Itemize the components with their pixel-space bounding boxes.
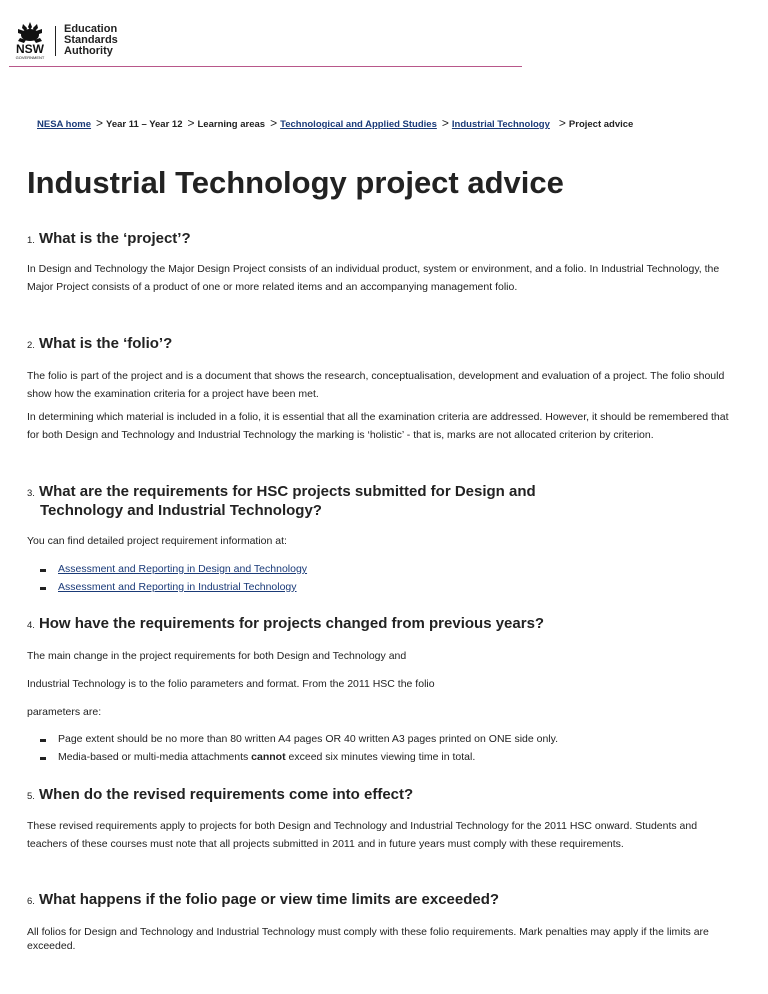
paragraph: In Design and Technology the Major Design Project consists of an individual product, system or environment, and a folio. In Industrial Technology, the Major Project consists of a product of one or more related items and an accompanying management folio. [27,263,720,293]
header-divider [9,66,522,67]
breadcrumb-separator: > [187,116,195,130]
section-heading [27,786,413,805]
breadcrumb-separator: > [441,116,449,130]
section-title: What is the ‘project’? [38,230,191,247]
section-title-line: Technology and Industrial Technology? [40,502,322,519]
section-number: 1. [27,235,35,246]
list-item [40,561,307,579]
breadcrumb-current: Project advice [568,119,634,130]
breadcrumb-link-tas[interactable]: Technological and Applied Studies [280,119,437,130]
section-title: What is the ‘folio’? [38,335,173,352]
link-list [40,561,307,596]
page-title: Industrial Technology project advice [27,165,564,200]
authority-line: Authority [64,45,113,57]
section-number: 2. [27,340,35,351]
paragraph: These revised requirements apply to projects for both Design and Technology and Industrial Technology for the 2011 HSC onward. Students and teachers of these courses must note that all projects submitted in 2011 and in future years must comply with these requirements. [27,820,698,850]
list-item [40,579,307,597]
section-title: When do the revised requirements come into effect? [38,786,414,803]
breadcrumb [37,117,737,131]
government-wordmark: GOVERNMENT [15,55,45,60]
paragraph: All folios for Design and Technology and Industrial Technology must comply with these folio requirements. Mark penalties may apply if the limits are exceeded. [27,926,709,952]
section-heading [27,230,191,249]
text-run: exceed six minutes viewing time in total. [285,750,476,763]
section-heading [27,335,172,354]
paragraph: In determining which material is included in a folio, it is essential that all the examination criteria are addressed. However, it should be remembered that for both Design and Technology and Industrial Technology the marking is ‘holistic’ - that is, marks are not allocated criterion by criterion. [27,411,729,441]
breadcrumb-item-learning-areas: Learning areas [197,119,266,130]
authority-name [64,24,118,57]
breadcrumb-item-year: Year 11 – Year 12 [106,119,183,130]
list-item: Page extent should be no more than 80 written A4 pages OR 40 written A3 pages printed on ONE side only. [40,731,558,749]
paragraph: parameters are: [27,706,102,718]
authority-line: Standards [64,34,118,46]
logo-divider [55,26,56,56]
section-heading [27,483,536,519]
nsw-government-logo[interactable] [13,21,47,60]
bullet-list [40,731,558,766]
section-number: 6. [27,896,35,907]
section-heading [27,891,499,910]
breadcrumb-separator: > [558,116,566,130]
breadcrumb-separator: > [270,116,278,130]
site-header [13,21,118,60]
paragraph: Industrial Technology is to the folio parameters and format. From the 2011 HSC the folio [27,678,435,690]
paragraph: The main change in the project requirements for both Design and Technology and [27,650,407,662]
section-heading [27,615,544,634]
emphasis-text: cannot [251,750,286,763]
link-assessment-industrial-technology[interactable]: Assessment and Reporting in Industrial Technology [58,580,297,593]
section-title-line: What are the requirements for HSC projects submitted for Design and [38,483,536,500]
authority-line: Education [64,23,118,35]
breadcrumb-link-nesa-home[interactable]: NESA home [37,119,92,130]
nsw-wordmark: NSW [16,42,44,56]
text-run: Media-based or multi-media attachments [58,750,252,763]
section-title: How have the requirements for projects changed from previous years? [38,615,545,632]
paragraph: You can find detailed project requirement information at: [27,535,287,547]
section-title: What happens if the folio page or view time limits are exceeded? [38,891,500,908]
list-item [40,749,558,767]
section-number: 3. [27,488,35,499]
paragraph: The folio is part of the project and is a document that shows the research, conceptualisation, development and evaluation of a project. The folio should show how the examination criteria for a project have been met. [27,370,725,400]
waratah-icon [14,21,46,43]
link-assessment-design-technology[interactable]: Assessment and Reporting in Design and Technology [58,563,308,575]
section-number: 5. [27,791,35,802]
breadcrumb-link-industrial-technology[interactable]: Industrial Technology [451,119,550,130]
breadcrumb-separator: > [96,116,104,130]
section-number: 4. [27,620,35,631]
